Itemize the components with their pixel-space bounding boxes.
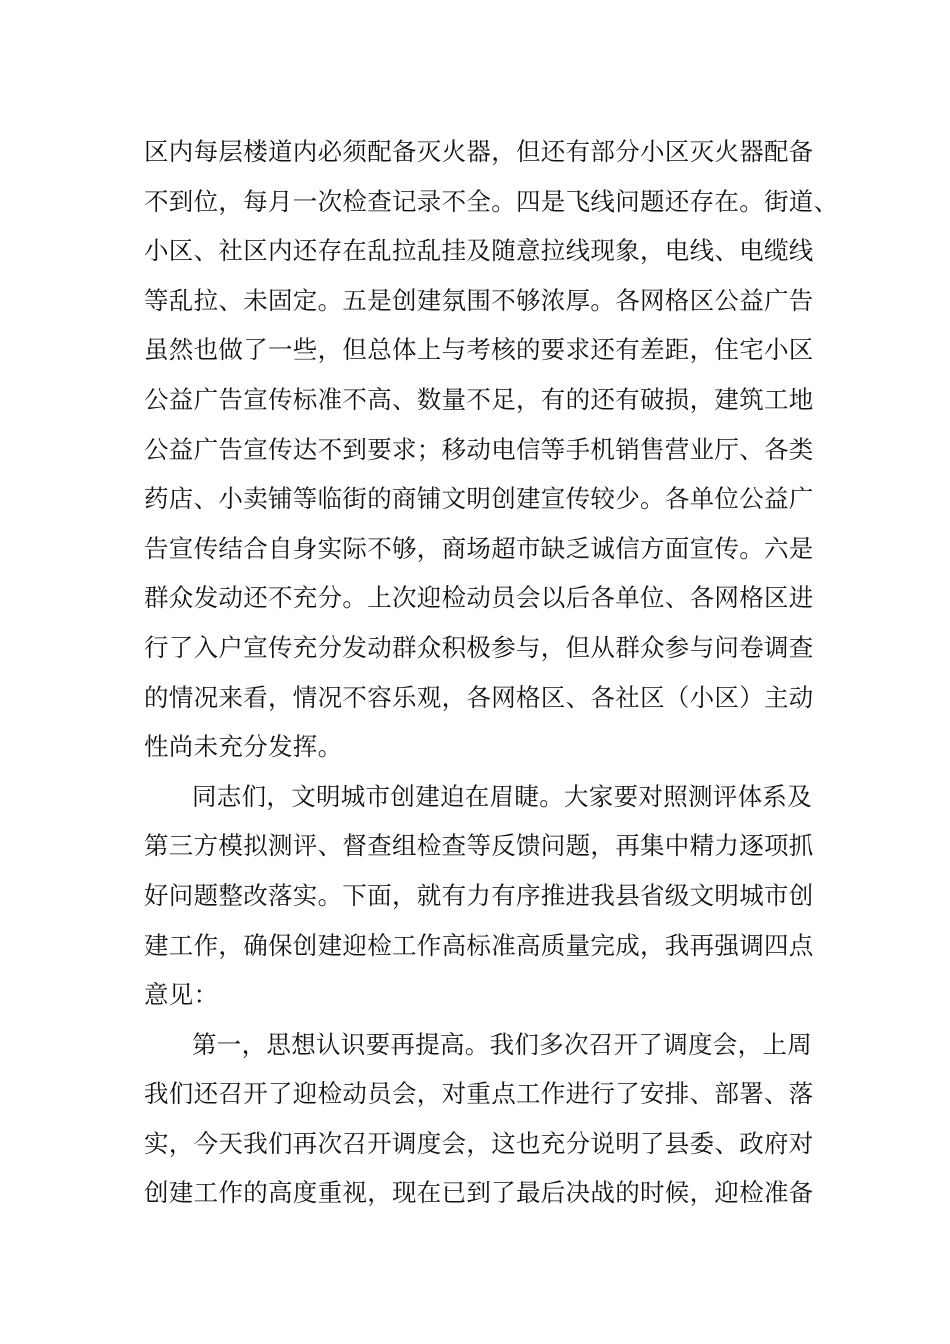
body-text [144, 127, 839, 1218]
text-line: 意见： [144, 980, 219, 1010]
text-line: 好问题整改落实。下面，就有力有序推进我县省级文明城市创 [144, 880, 814, 910]
text-line: 实，今天我们再次召开调度会，这也充分说明了县委、政府对 [144, 1128, 814, 1158]
paragraph-start-line: 第一，思想认识要再提高。我们多次召开了调度会，上周 [192, 1029, 812, 1059]
text-line: 建工作，确保创建迎检工作高标准高质量完成，我再强调四点 [144, 930, 814, 960]
text-line: 不到位，每月一次检查记录不全。四是飞线问题还存在。街道、 [144, 186, 839, 216]
text-line: 我们还召开了迎检动员会，对重点工作进行了安排、部署、落 [144, 1079, 814, 1109]
text-line: 药店、小卖铺等临街的商铺文明创建宣传较少。各单位公益广 [144, 484, 814, 514]
text-line: 性尚未充分发挥。 [144, 732, 343, 762]
text-line: 告宣传结合自身实际不够，商场超市缺乏诚信方面宣传。六是 [144, 533, 814, 563]
text-line: 虽然也做了一些，但总体上与考核的要求还有差距，住宅小区 [144, 335, 814, 365]
text-line: 公益广告宣传达不到要求；移动电信等手机销售营业厅、各类 [144, 434, 814, 464]
text-line: 群众发动还不充分。上次迎检动员会以后各单位、各网格区进 [144, 583, 814, 613]
text-line: 公益广告宣传标准不高、数量不足，有的还有破损，建筑工地 [144, 384, 814, 414]
text-line: 第三方模拟测评、督查组检查等反馈问题，再集中精力逐项抓 [144, 831, 814, 861]
text-line: 创建工作的高度重视，现在已到了最后决战的时候，迎检准备 [144, 1178, 814, 1208]
paragraph-start-line: 同志们，文明城市创建迫在眉睫。大家要对照测评体系及 [192, 781, 812, 811]
text-line: 等乱拉、未固定。五是创建氛围不够浓厚。各网格区公益广告 [144, 285, 814, 315]
text-line: 行了入户宣传充分发动群众积极参与，但从群众参与问卷调查 [144, 632, 814, 662]
text-line: 的情况来看，情况不容乐观，各网格区、各社区（小区）主动 [144, 682, 814, 712]
text-line: 区内每层楼道内必须配备灭火器，但还有部分小区灭火器配备 [144, 137, 814, 166]
text-line: 小区、社区内还存在乱拉乱挂及随意拉线现象，电线、电缆线 [144, 236, 814, 266]
